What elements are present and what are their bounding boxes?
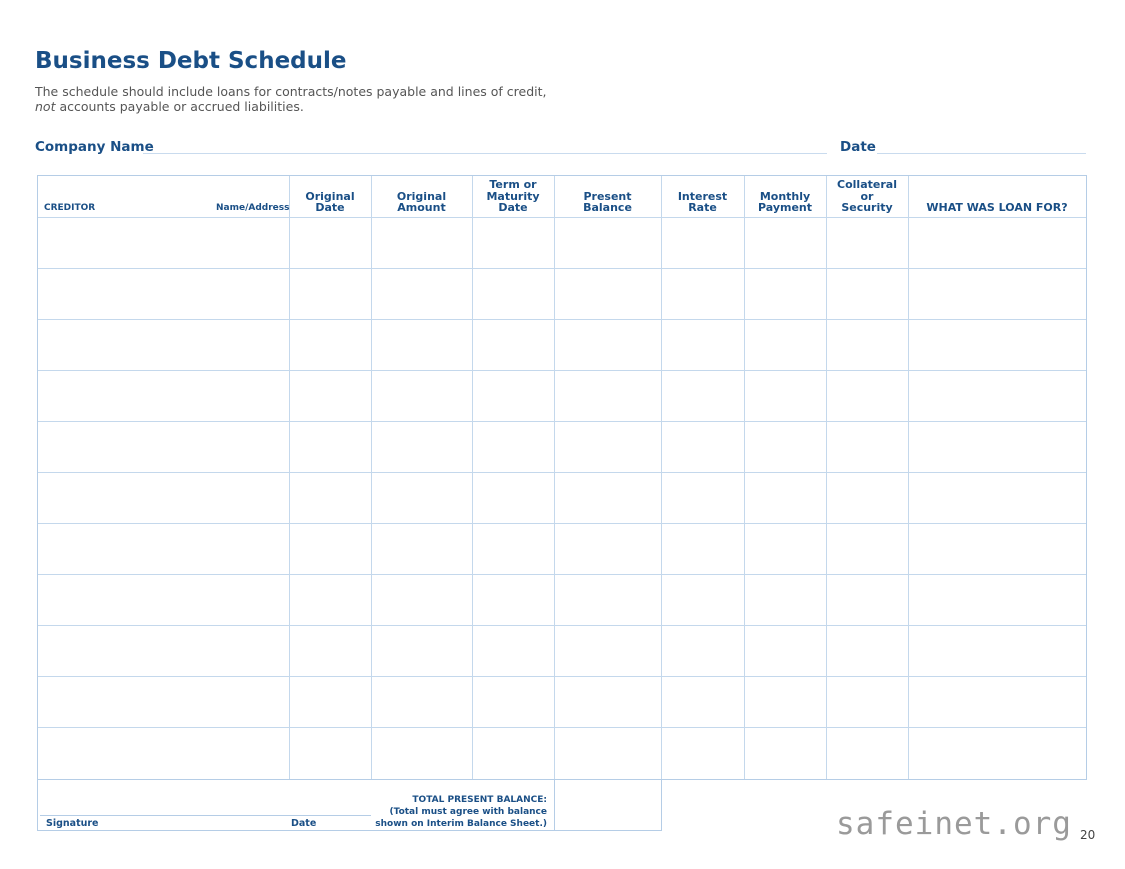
watermark: safeinet.org — [836, 806, 1072, 842]
header-maturity-date: Term or Maturity Date — [486, 178, 540, 214]
instructions-emphasis: not — [35, 99, 56, 114]
instructions-line-1: The schedule should include loans for contracts/notes payable and lines of credit, — [35, 84, 547, 99]
debt-table — [37, 175, 1087, 780]
date-label: Date — [840, 139, 876, 155]
header-loan-purpose: WHAT WAS LOAN FOR? — [926, 201, 1068, 214]
header-interest-rate: Interest Rate — [677, 189, 728, 214]
header-monthly-payment: Monthly Payment — [757, 189, 813, 214]
instructions-line-2 — [35, 99, 547, 114]
header-present-balance: Present Balance — [583, 189, 632, 214]
signature-line[interactable] — [40, 815, 371, 816]
name-address-header: Name/Address — [216, 203, 290, 213]
page-number: 20 — [1080, 828, 1096, 842]
company-name-field[interactable] — [143, 153, 827, 154]
date-field[interactable] — [877, 153, 1086, 154]
signature-date-label: Date — [291, 818, 317, 829]
signature-label: Signature — [46, 818, 99, 829]
instructions — [35, 84, 547, 114]
creditor-header: CREDITOR — [44, 203, 96, 213]
company-name-label: Company Name — [35, 139, 154, 155]
header-original-date: Original Date — [305, 189, 355, 214]
instructions-line-2-rest: accounts payable or accrued liabilities. — [55, 99, 304, 114]
page-title: Business Debt Schedule — [35, 48, 347, 74]
header-collateral: Collateral or Security — [837, 178, 897, 214]
total-present-balance-label: TOTAL PRESENT BALANCE: (Total must agree with balance shown on Interim Balance Sheet.) — [375, 795, 547, 829]
header-original-amount: Original Amount — [396, 189, 447, 214]
total-present-balance-field[interactable] — [554, 779, 662, 831]
